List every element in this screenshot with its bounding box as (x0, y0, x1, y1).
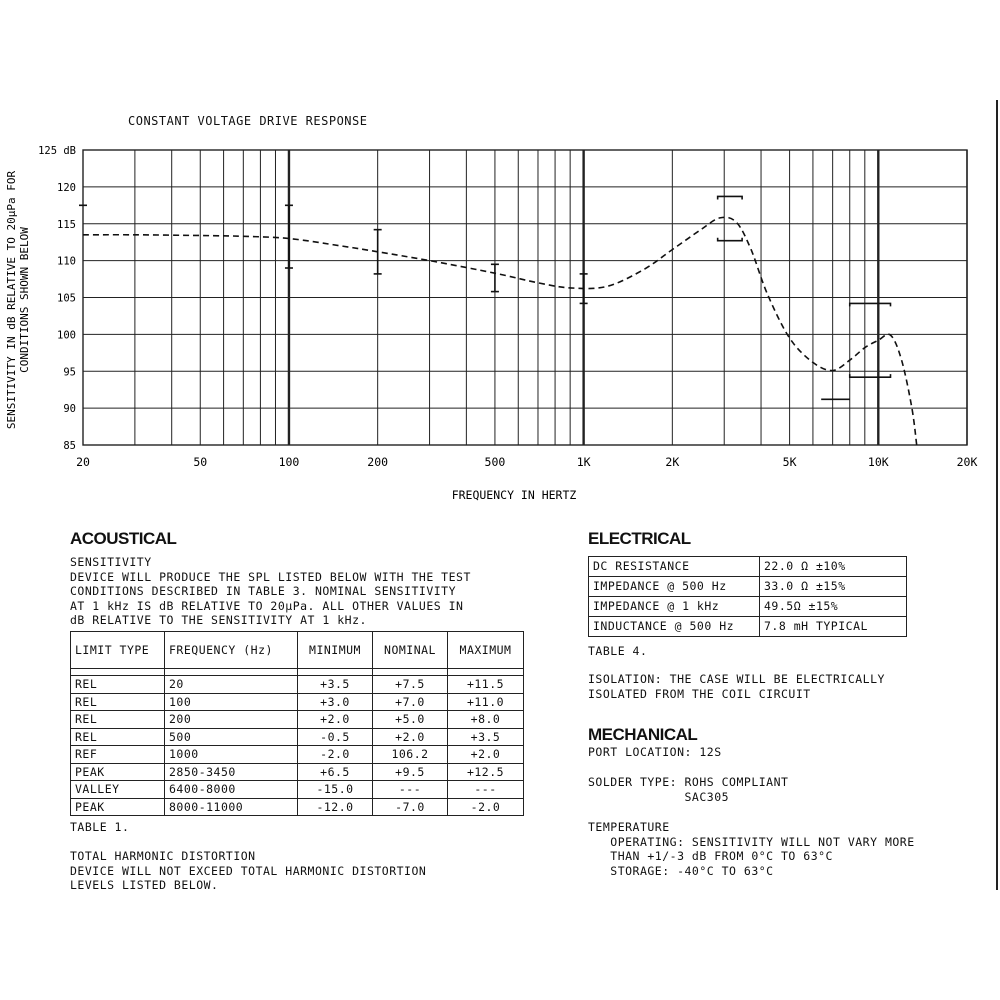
acoustical-text-line: CONDITIONS DESCRIBED IN TABLE 3. NOMINAL SENSITIVITY (70, 584, 457, 598)
table-1-caption: TABLE 1. (70, 820, 130, 834)
thd-text (70, 849, 426, 893)
solder-text-line: SOLDER TYPE: ROHS COMPLIANT (588, 775, 789, 789)
x-tick-labels (76, 455, 977, 469)
acoustical-text-line: AT 1 kHz IS dB RELATIVE TO 20μPa. ALL OTHER VALUES IN (70, 598, 464, 613)
x-tick-label: 200 (367, 455, 389, 469)
electrical-table (588, 556, 907, 637)
table-cell: +11.0 (448, 693, 524, 711)
table-cell: -2.0 (298, 746, 373, 764)
table-cell: PEAK (71, 798, 165, 816)
chart-title: CONSTANT VOLTAGE DRIVE RESPONSE (128, 114, 368, 128)
table-row (71, 781, 524, 799)
table-cell: --- (448, 781, 524, 799)
x-tick-label: 2K (665, 455, 680, 469)
table-cell: +3.5 (298, 676, 373, 694)
temperature-text-line: TEMPERATURE (588, 820, 670, 834)
table-cell: +3.5 (448, 728, 524, 746)
limit-bar-range-max (718, 196, 742, 199)
table-cell: 500 (165, 728, 298, 746)
table-cell: REL (71, 711, 165, 729)
table-cell: 2850-3450 (165, 763, 298, 781)
y-axis-label-line-1: SENSITIVITY IN dB RELATIVE TO 20μPa FOR (5, 170, 18, 430)
y-tick-labels (38, 145, 76, 452)
table-row (589, 557, 907, 577)
table-cell: -0.5 (298, 728, 373, 746)
acoustical-limits-table (70, 631, 524, 816)
y-tick-label: 95 (63, 366, 76, 379)
x-tick-label: 20K (956, 455, 978, 469)
table-row (71, 711, 524, 729)
solder-type-text (588, 775, 788, 804)
y-tick-label: 120 (57, 181, 76, 194)
table-cell: -12.0 (298, 798, 373, 816)
temperature-text-line: STORAGE: -40°C TO 63°C (588, 863, 774, 878)
x-tick-label: 10K (867, 455, 889, 469)
table-cell: +3.0 (298, 693, 373, 711)
table-cell: 8000-11000 (165, 798, 298, 816)
limit-bar-range-max (850, 303, 891, 306)
response-curve (83, 217, 917, 445)
table-cell: +7.0 (373, 693, 448, 711)
acoustical-text-line: SENSITIVITY (70, 555, 152, 569)
table-cell: REL (71, 676, 165, 694)
y-tick-label: 90 (63, 403, 76, 416)
y-axis-label-line-2: CONDITIONS SHOWN BELOW (18, 227, 31, 373)
table-cell: IMPEDANCE @ 500 Hz (589, 577, 760, 597)
temperature-text-line: OPERATING: SENSITIVITY WILL NOT VARY MORE (588, 834, 915, 849)
table-row (71, 798, 524, 816)
table-1-header: MAXIMUM (448, 632, 524, 669)
table-cell: 106.2 (373, 746, 448, 764)
table-cell: -2.0 (448, 798, 524, 816)
table-row (71, 728, 524, 746)
table-cell: +8.0 (448, 711, 524, 729)
table-row (71, 746, 524, 764)
chart-grid (83, 150, 967, 445)
acoustical-text-line: dB RELATIVE TO THE SENSITIVITY AT 1 kHz. (70, 613, 367, 627)
table-cell: 7.8 mH TYPICAL (760, 617, 907, 637)
acoustical-text-line: DEVICE WILL PRODUCE THE SPL LISTED BELOW WITH THE TEST (70, 569, 471, 584)
table-cell: 33.0 Ω ±15% (760, 577, 907, 597)
isolation-text (588, 672, 885, 701)
acoustical-heading: ACOUSTICAL (70, 529, 177, 548)
table-cell: 22.0 Ω ±10% (760, 557, 907, 577)
table-cell: DC RESISTANCE (589, 557, 760, 577)
table-cell: +2.0 (298, 711, 373, 729)
table-row (71, 763, 524, 781)
table-cell: PEAK (71, 763, 165, 781)
y-tick-label: 110 (57, 255, 76, 268)
table-cell: REL (71, 728, 165, 746)
limit-bar-range-min (850, 374, 891, 377)
thd-text-line: DEVICE WILL NOT EXCEED TOTAL HARMONIC DISTORTION (70, 863, 427, 878)
x-tick-label: 1K (576, 455, 591, 469)
table-1-header: FREQUENCY (Hz) (165, 632, 298, 669)
table-row (589, 597, 907, 617)
isolation-text-line: ISOLATED FROM THE COIL CIRCUIT (588, 686, 811, 701)
table-cell: 49.5Ω ±15% (760, 597, 907, 617)
x-tick-label: 500 (484, 455, 506, 469)
port-location: PORT LOCATION: 12S (588, 745, 722, 759)
x-tick-label: 20 (76, 455, 90, 469)
table-row (71, 676, 524, 694)
table-cell: -15.0 (298, 781, 373, 799)
temperature-text-line: THAN +1/-3 dB FROM 0°C TO 63°C (588, 849, 833, 863)
electrical-heading: ELECTRICAL (588, 529, 691, 548)
table-cell: +5.0 (373, 711, 448, 729)
table-cell: VALLEY (71, 781, 165, 799)
limit-bar-range-min (718, 238, 742, 241)
y-tick-label: 105 (57, 292, 76, 305)
table-cell: 20 (165, 676, 298, 694)
x-axis-label: FREQUENCY IN HERTZ (451, 488, 577, 502)
solder-text-line: SAC305 (588, 789, 730, 804)
table-cell: 6400-8000 (165, 781, 298, 799)
y-tick-label: 100 (57, 329, 76, 342)
isolation-text-line: ISOLATION: THE CASE WILL BE ELECTRICALLY (588, 672, 885, 686)
table-cell: +9.5 (373, 763, 448, 781)
thd-text-line: LEVELS LISTED BELOW. (70, 878, 219, 892)
temperature-text (588, 820, 915, 878)
table-cell: --- (373, 781, 448, 799)
table-cell: +6.5 (298, 763, 373, 781)
table-cell: IMPEDANCE @ 1 kHz (589, 597, 760, 617)
thd-text-line: TOTAL HARMONIC DISTORTION (70, 849, 256, 863)
table-1-header: NOMINAL (373, 632, 448, 669)
table-cell: +7.5 (373, 676, 448, 694)
table-row (589, 577, 907, 597)
page-edge-rule (996, 100, 998, 890)
x-tick-label: 5K (782, 455, 797, 469)
y-tick-label: 85 (63, 440, 76, 452)
table-cell: 100 (165, 693, 298, 711)
table-4-caption: TABLE 4. (588, 644, 648, 658)
table-cell: 1000 (165, 746, 298, 764)
table-1-header: LIMIT TYPE (71, 632, 165, 669)
y-tick-label: 115 (57, 218, 76, 231)
table-cell: REL (71, 693, 165, 711)
table-cell: INDUCTANCE @ 500 Hz (589, 617, 760, 637)
table-cell: +11.5 (448, 676, 524, 694)
acoustical-sensitivity-text (70, 555, 471, 628)
table-cell: 200 (165, 711, 298, 729)
table-cell: +2.0 (373, 728, 448, 746)
table-cell: -7.0 (373, 798, 448, 816)
x-tick-label: 100 (278, 455, 300, 469)
x-tick-label: 50 (193, 455, 208, 469)
y-tick-label: 125 dB (38, 145, 76, 157)
table-1-header: MINIMUM (298, 632, 373, 669)
table-row (71, 693, 524, 711)
table-cell: +2.0 (448, 746, 524, 764)
table-row (589, 617, 907, 637)
table-cell: REF (71, 746, 165, 764)
mechanical-heading: MECHANICAL (588, 725, 698, 744)
table-cell: +12.5 (448, 763, 524, 781)
